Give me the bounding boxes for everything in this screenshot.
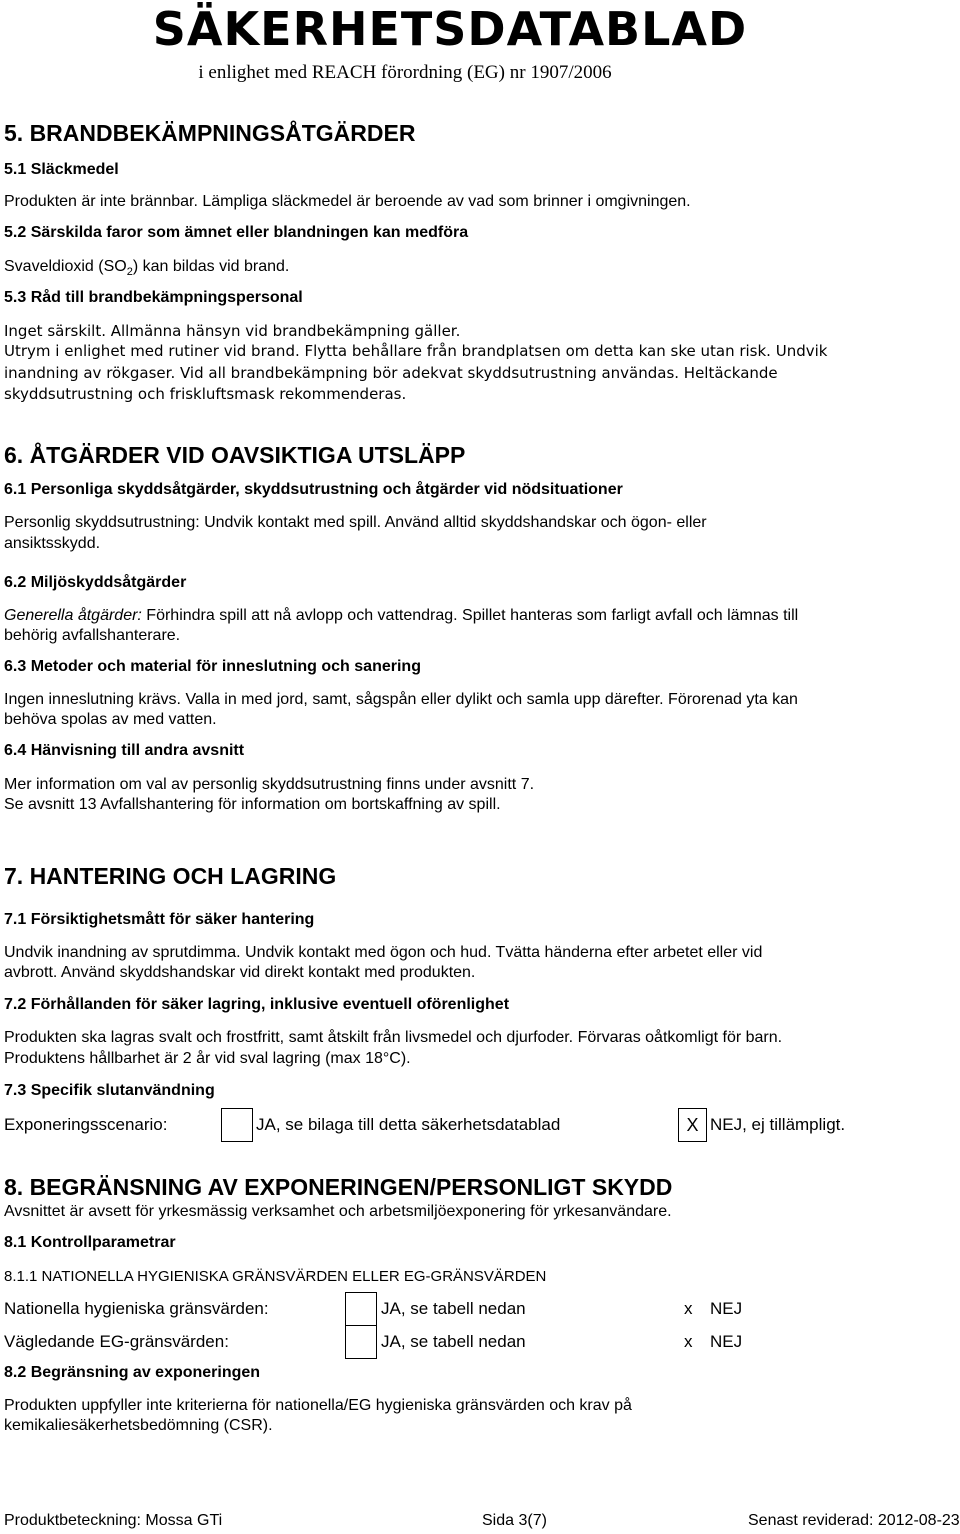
section-7-heading: 7. HANTERING OCH LAGRING — [4, 863, 337, 889]
section-7-3-heading: 7.3 Specifik slutanvändning — [4, 1082, 215, 1099]
section-7-2-line-1: Produkten ska lagras svalt och frostfritt, samt åtskilt från livsmedel och djurfoder. Förvaras oåtkomligt för barn. — [4, 1029, 783, 1046]
section-5-2-text: Svaveldioxid $(SO_2)$ kan bildas vid brand. — [4, 258, 290, 279]
section-6-3-line-1: Ingen inneslutning krävs. Valla in med jord, samt, sågspån eller dylikt och samla upp därefter. Förorenad yta kan — [4, 691, 798, 708]
section-8-1-1-heading: 8.1.1 NATIONELLA HYGIENISKA GRÄNSVÄRDEN ELLER EG-GRÄNSVÄRDEN — [4, 1268, 547, 1285]
section-6-4-line-1: Mer information om val av personlig skyddsutrustning finns under avsnitt 7. — [4, 776, 535, 793]
exposure-yes-label: JA, se bilaga till detta säkerhetsdatablad — [256, 1115, 561, 1134]
footer-page-number: Sida 3(7) — [482, 1512, 547, 1529]
section-5-3-line-2: Utrym i enlighet med rutiner vid brand. Flytta behållare från brandplatsen om detta kan ske utan risk. Undvik — [4, 342, 828, 360]
section-6-1-heading: 6.1 Personliga skyddsåtgärder, skyddsutrustning och åtgärder vid nödsituationer — [4, 481, 623, 498]
section-6-2-line-1: Generella åtgärder: Förhindra spill att nå avlopp och vattendrag. Spillet hanteras som farligt avfall och lämnas till — [4, 607, 799, 624]
document-subtitle: i enlighet med REACH förordning (EG) nr 1907/2006 — [198, 62, 612, 83]
eu-limits-no-mark[interactable]: x — [684, 1332, 693, 1351]
section-6-4-heading: 6.4 Hänvisning till andra avsnitt — [4, 742, 245, 759]
eu-limits-yes-label: JA, se tabell nedan — [381, 1332, 526, 1351]
section-7-2-line-2: Produktens hållbarhet är 2 år vid sval lagring (max 18°C). — [4, 1050, 411, 1067]
eu-limits-no-label: NEJ — [710, 1332, 743, 1351]
section-5-1-text: Produkten är inte brännbar. Lämpliga släckmedel är beroende av vad som brinner i omgivningen. — [4, 193, 691, 210]
exposure-scenario-label: Exponeringsscenario: — [4, 1115, 168, 1134]
section-6-2-line-2: behörig avfallshanterare. — [4, 627, 181, 644]
section-6-1-line-2: ansiktsskydd. — [4, 535, 101, 552]
section-8-heading: 8. BEGRÄNSNING AV EXPONERINGEN/PERSONLIGT SKYDD — [4, 1174, 673, 1200]
section-5-3-line-3: inandning av rökgaser. Vid all brandbekämpning bör adekvat skyddsutrustning användas. Heltäckande — [4, 364, 778, 382]
national-limits-yes-checkbox[interactable] — [345, 1292, 377, 1326]
section-8-1-heading: 8.1 Kontrollparametrar — [4, 1234, 176, 1251]
exposure-yes-checkbox[interactable] — [221, 1108, 253, 1142]
section-5-2-heading: 5.2 Särskilda faror som ämnet eller blandningen kan medföra — [4, 224, 469, 241]
section-6-1-line-1: Personlig skyddsutrustning: Undvik kontakt med spill. Använd alltid skyddshandskar och ögon- eller — [4, 514, 707, 531]
section-6-3-heading: 6.3 Metoder och material för inneslutning och sanering — [4, 658, 421, 675]
section-7-2-heading: 7.2 Förhållanden för säker lagring, inklusive eventuell oförenlighet — [4, 996, 510, 1013]
section-8-2-line-2: kemikaliesäkerhetsbedömning (CSR). — [4, 1417, 273, 1434]
section-8-2-line-1: Produkten uppfyller inte kriterierna för nationella/EG hygieniska gränsvärden och krav på — [4, 1397, 632, 1414]
national-limits-no-mark[interactable]: x — [684, 1299, 693, 1318]
eu-limits-label: Vägledande EG-gränsvärden: — [4, 1332, 229, 1351]
section-7-1-line-2: avbrott. Använd skyddshandskar vid direkt kontakt med produkten. — [4, 964, 476, 981]
section-5-1-heading: 5.1 Släckmedel — [4, 161, 119, 178]
section-5-3-line-4: skyddsutrustning och friskluftsmask rekommenderas. — [4, 385, 407, 403]
section-7-1-line-1: Undvik inandning av sprutdimma. Undvik kontakt med ögon och hud. Tvätta händerna efter arbetet eller vid — [4, 944, 763, 961]
section-7-1-heading: 7.1 Försiktighetsmått för säker hantering — [4, 911, 315, 928]
section-6-3-line-2: behöva spolas av med vatten. — [4, 711, 217, 728]
section-5-3-line-1: Inget särskilt. Allmänna hänsyn vid brandbekämpning gäller. — [4, 322, 461, 340]
document-title: SÄKERHETSDATABLAD — [152, 2, 748, 56]
section-6-heading: 6. ÅTGÄRDER VID OAVSIKTIGA UTSLÄPP — [4, 442, 466, 468]
eu-limits-yes-checkbox[interactable] — [345, 1325, 377, 1359]
general-measures-label: Generella åtgärder: — [4, 607, 142, 624]
section-6-2-heading: 6.2 Miljöskyddsåtgärder — [4, 574, 187, 591]
section-8-intro: Avsnittet är avsett för yrkesmässig verksamhet och arbetsmiljöexponering för yrkesanvändare. — [4, 1203, 672, 1220]
footer-product: Produktbeteckning: Mossa GTi — [4, 1512, 223, 1529]
national-limits-label: Nationella hygieniska gränsvärden: — [4, 1299, 269, 1318]
exposure-no-label: NEJ, ej tillämpligt. — [710, 1115, 846, 1134]
section-5-3-heading: 5.3 Råd till brandbekämpningspersonal — [4, 289, 303, 306]
exposure-no-checkbox[interactable]: X — [678, 1108, 707, 1142]
section-6-4-line-2: Se avsnitt 13 Avfallshantering för information om bortskaffning av spill. — [4, 796, 501, 813]
national-limits-yes-label: JA, se tabell nedan — [381, 1299, 526, 1318]
footer-revised-date: Senast reviderad: 2012-08-23 — [748, 1512, 960, 1529]
section-8-2-heading: 8.2 Begränsning av exponeringen — [4, 1364, 261, 1381]
national-limits-no-label: NEJ — [710, 1299, 743, 1318]
section-5-heading: 5. BRANDBEKÄMPNINGSÅTGÄRDER — [4, 120, 416, 146]
